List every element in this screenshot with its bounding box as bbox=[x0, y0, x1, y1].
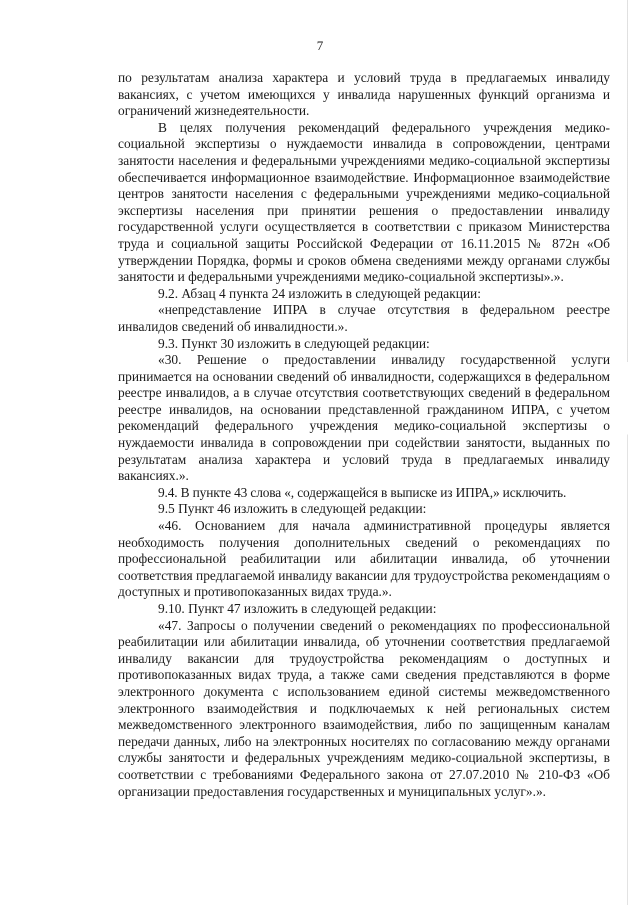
paragraph: «30. Решение о предоставлении инвалиду государственной услуги принимается на основании сведений об инвалидности, содержащихся в федеральном реестре инвалидов, а в случае отсутствия соответствующих сведений в федеральном реестре инвалидов, на основании представленной гражданином ИПРА, с учетом рекомендаций федерального учреждения медико-социальной экспертизы о нуждаемости инвалида в сопровождении при содействии занятости, выданных по результатам анализа характера и условий труда в предлагаемых инвалиду вакансиях.». bbox=[118, 352, 610, 484]
paragraph: 9.3. Пункт 30 изложить в следующей редакции: bbox=[158, 335, 430, 351]
paragraph: 9.2. Абзац 4 пункта 24 изложить в следующей редакции: bbox=[158, 285, 481, 301]
document-body bbox=[118, 70, 610, 800]
page-number: 7 bbox=[316, 38, 324, 53]
paragraph: В целях получения рекомендаций федерального учреждения медико-социальной экспертизы о нуждаемости инвалида в сопровождении, центрами занятости населения и федеральными учреждениями медико-социальной экспертизы обеспечивается информационное взаимодействие. Информационное взаимодействие центров занятости населения с федеральными учреждениями медико-социальной экспертизы населения при принятии решения о предоставлении инвалиду государственной услуги осуществляется в соответствии с приказом Министерства труда и социальной защиты Российской Федерации от 16.11.2015 № 872н «Об утверждении Порядка, формы и сроков обмена сведениями между органами службы занятости и федеральными учреждениями медико-социальной экспертизы».». bbox=[118, 119, 610, 285]
paragraph: 9.10. Пункт 47 изложить в следующей редакции: bbox=[158, 601, 437, 616]
paragraph: 9.4. В пункте 43 слова «, содержащейся в выписке из ИПРА,» исключить. bbox=[158, 484, 567, 500]
paragraph: «47. Запросы о получении сведений о рекомендациях по профессиональной реабилитации или абилитации инвалида, об уточнении соответствия предлагаемой инвалиду вакансии для трудоустройства рекомендациям о доступных и противопоказанных видах труда, а также сами сведения представляются в форме электронного документа с использованием единой системы межведомственного электронного взаимодействия и подключаемых к ней региональных систем межведомственного электронного взаимодействия, либо по защищенным каналам передачи данных, либо на электронных носителях по согласованию между органами службы занятости и федеральных учреждениям медико-социальной экспертизы, в соответствии с требованиями Федерального закона от 27.07.2010 № 210-ФЗ «Об организации предоставления государственных и муниципальных услуг».». bbox=[118, 617, 610, 799]
paragraph: «46. Основанием для начала административной процедуры является необходимость получения дополнительных сведений о рекомендациях по профессиональной реабилитации или абилитации инвалида, об уточнении соответствия предлагаемой инвалиду вакансии для трудоустройства рекомендациям о доступных и противопоказанных видах труда.». bbox=[118, 518, 610, 600]
scan-edge-line bbox=[627, 0, 628, 905]
paragraph: по результатам анализа характера и условий труда в предлагаемых инвалиду вакансиях, с учетом имеющихся у инвалида нарушенных функций организма и ограничений жизнедеятельности. bbox=[118, 70, 610, 119]
paragraph: «непредставление ИПРА в случае отсутствия в федеральном реестре инвалидов сведений об инвалидности.». bbox=[118, 302, 610, 334]
paragraph: 9.5 Пункт 46 изложить в следующей редакции: bbox=[158, 501, 427, 517]
